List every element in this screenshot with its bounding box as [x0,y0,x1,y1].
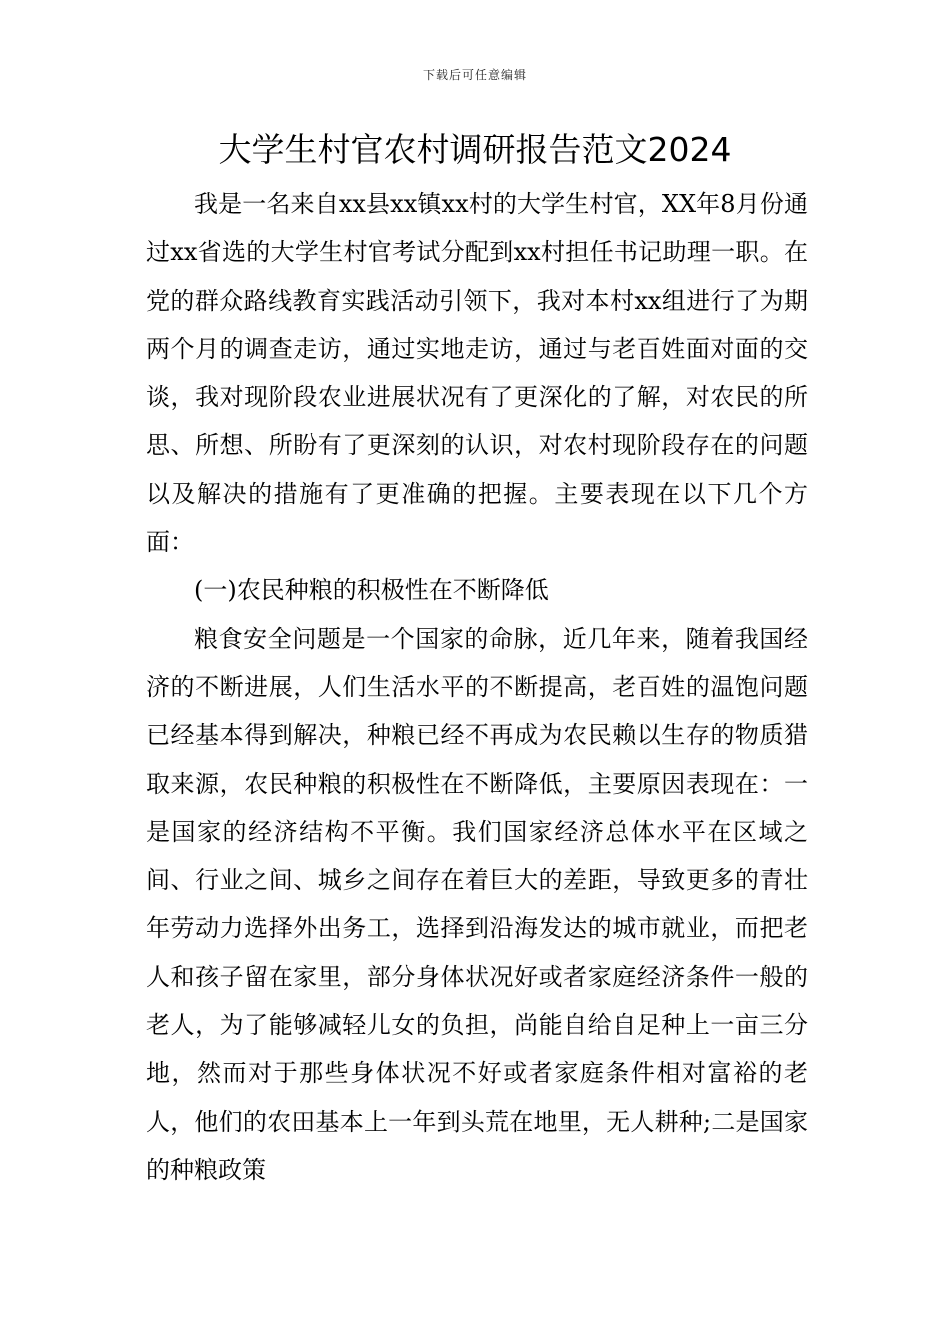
section-heading-1: (一)农民种粮的积极性在不断降低 [194,576,549,605]
document-title: 大学生村官农村调研报告范文2024 [218,130,732,169]
paragraph-section-1: 粮食安全问题是一个国家的命脉，近几年来，随着我国经济的不断进展，人们生活水平的不断提高，老百姓的温饱问题已经基本得到解决，种粮已经不再成为农民赖以生存的物质猎取来源，农民种粮的积极性在不断降低，主要原因表现在：一是国家的经济结构不平衡。我们国家经济总体水平在区域之间、行业之间、城乡之间存在着巨大的差距，导致更多的青壮年劳动力选择外出务工，选择到沿海发达的城市就业，而把老人和孩子留在家里，部分身体状况好或者家庭经济条件一般的老人，为了能够减轻儿女的负担，尚能自给自足种上一亩三分地，然而对于那些身体状况不好或者家庭条件相对富裕的老人，他们的农田基本上一年到头荒在地里，无人耕种;二是国家的种粮政策 [146,624,808,1184]
document-body [146,180,808,1194]
paragraph-intro: 我是一名来自xx县xx镇xx村的大学生村官，XX年8月份通过xx省选的大学生村官考试分配到xx村担任书记助理一职。在党的群众路线教育实践活动引领下，我对本村xx组进行了为期两个月的调查走访，通过实地走访，通过与老百姓面对面的交谈，我对现阶段农业进展状况有了更深化的了解，对农民的所思、所想、所盼有了更深刻的认识，对农村现阶段存在的问题以及解决的措施有了更准确的把握。主要表现在以下几个方面： [146,190,808,557]
header-note: 下载后可任意编辑 [422,68,527,82]
